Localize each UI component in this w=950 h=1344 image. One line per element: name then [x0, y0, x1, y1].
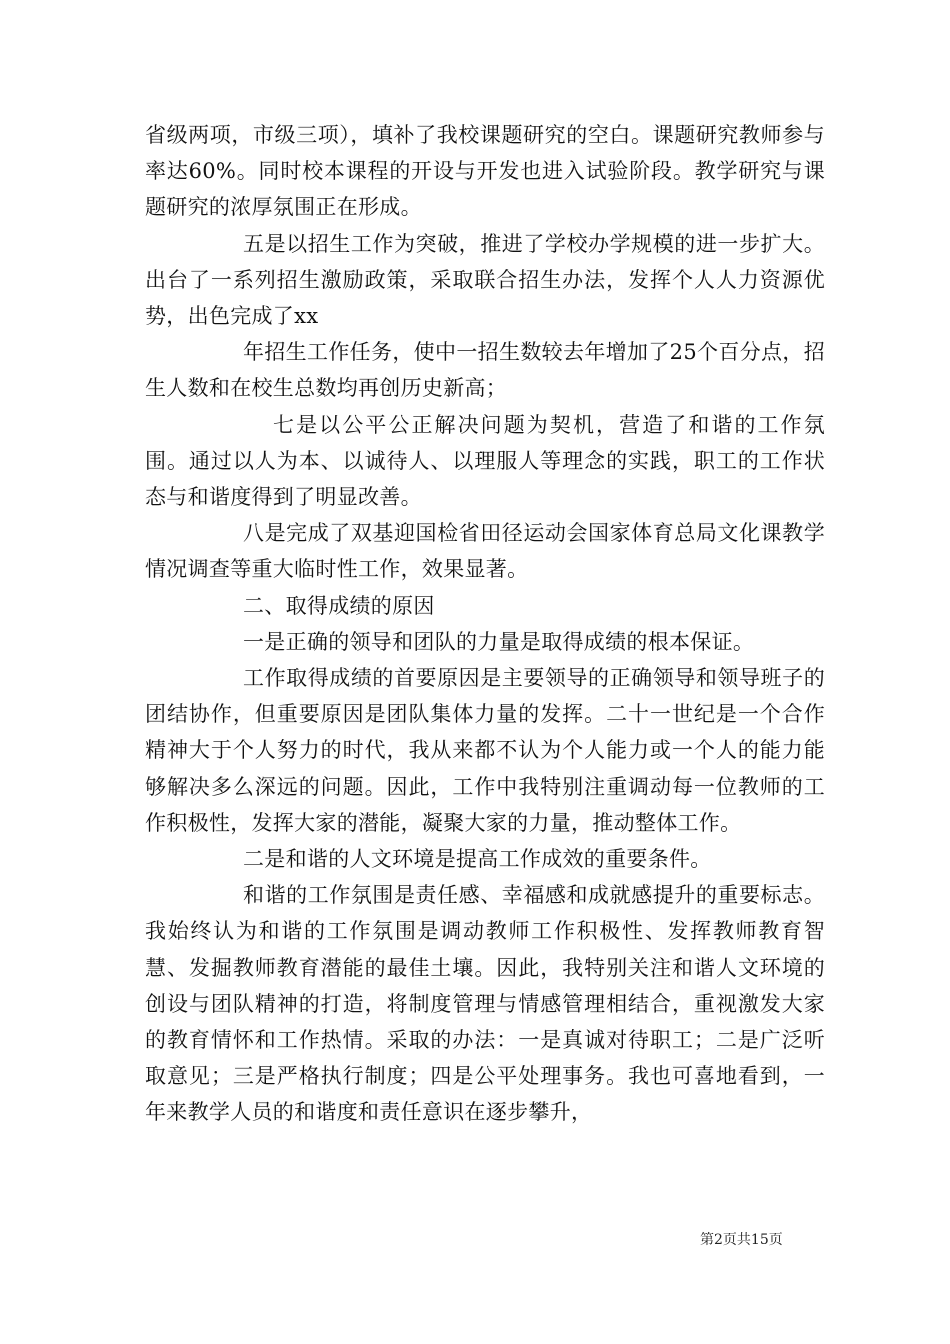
- paragraph-enrollment-result: 年招生工作任务，使中一招生数较去年增加了25个百分点，招生人数和在校生总数均再创历史新高；: [145, 340, 825, 401]
- section-heading-reasons: 二、取得成绩的原因: [243, 593, 435, 618]
- paragraph-research: 省级两项，市级三项），填补了我校课题研究的空白。课题研究教师参与率达60%。同时校本课程的开设与开发也进入试验阶段。教学研究与课题研究的浓厚氛围正在形成。: [145, 123, 825, 220]
- paragraph-harmony: 和谐的工作氛围是责任感、幸福感和成就感提升的重要标志。我始终认为和谐的工作氛围是调动教师工作积极性、发挥教师教育智慧、发掘教师教育潜能的最佳土壤。因此，我特别关注和谐人文环境的创设与团队精神的打造，将制度管理与情感管理相结合，重视激发大家的教育情怀和工作热情。采取的办法：一是真诚对待职工；二是广泛听取意见；三是严格执行制度；四是公平处理事务。我也可喜地看到，一年来教学人员的和谐度和责任意识在逐步攀升，: [145, 883, 825, 1125]
- paragraph-enrollment: 五是以招生工作为突破，推进了学校办学规模的进一步扩大。出台了一系列招生激励政策，采取联合招生办法，发挥个人人力资源优势，出色完成了xx: [145, 231, 825, 329]
- document-body: [145, 117, 825, 1131]
- paragraph-fairness: 七是以公平公正解决问题为契机，营造了和谐的工作氛围。通过以人为本、以诚待人、以理服人等理念的实践，职工的工作状态与和谐度得到了明显改善。: [145, 412, 825, 510]
- paragraph-leadership: 工作取得成绩的首要原因是主要领导的正确领导和领导班子的团结协作，但重要原因是团队集体力量的发挥。二十一世纪是一个合作精神大于个人努力的时代，我从来都不认为个人能力或一个人的能力能够解决多么深远的问题。因此，工作中我特别注重调动每一位教师的工作积极性，发挥大家的潜能，凝聚大家的力量，推动整体工作。: [145, 666, 825, 835]
- paragraph-leadership-heading: 一是正确的领导和团队的力量是取得成绩的根本保证。: [243, 629, 755, 654]
- paragraph-harmony-heading: 二是和谐的人文环境是提高工作成效的重要条件。: [243, 847, 712, 872]
- paragraph-temporary-work: 八是完成了双基迎国检省田径运动会国家体育总局文化课教学情况调查等重大临时性工作，效果显著。: [145, 521, 825, 582]
- page-number-footer: 第2页共15页: [700, 1232, 783, 1248]
